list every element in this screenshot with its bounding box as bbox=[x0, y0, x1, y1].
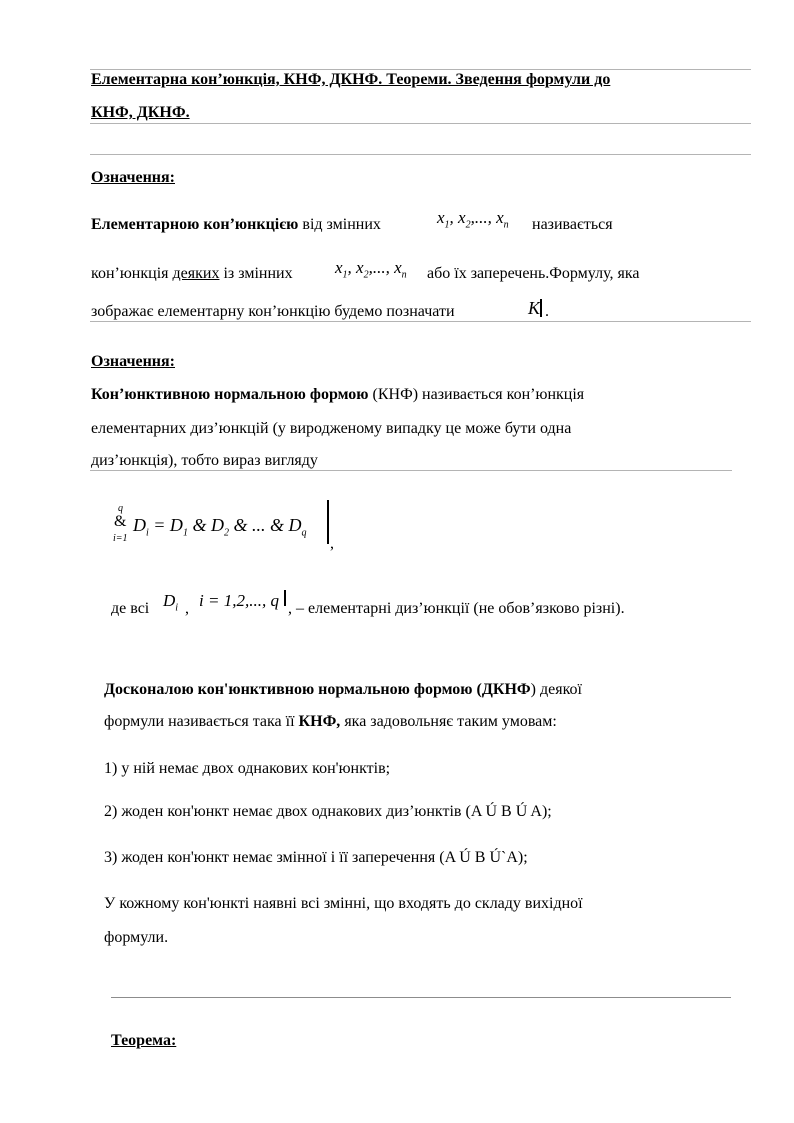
def1-top-rule bbox=[90, 154, 751, 155]
formula-cursor-bar bbox=[284, 590, 286, 606]
where-sep: , bbox=[185, 600, 189, 617]
def1-heading: Означення: bbox=[91, 169, 175, 186]
dknf-term: Досконалою кон'юнктивною нормальною формою (ДКНФ bbox=[104, 681, 531, 698]
def1-text: від змінних bbox=[298, 216, 381, 233]
formula-di: $D_i$ bbox=[163, 591, 179, 614]
theorem-rule bbox=[111, 997, 731, 998]
dknf-condition-4-line2: формули. bbox=[104, 929, 169, 946]
def1-text: називається bbox=[532, 216, 613, 233]
def1-text: кон’юнкція bbox=[91, 265, 173, 282]
def1-text: зображає елементарну кон’юнкцію будемо позначати bbox=[91, 303, 455, 320]
dknf-text: формули називається така її bbox=[104, 713, 299, 730]
page-title-line1: Елементарна кон’юнкція, КНФ, ДКНФ. Теореми. Зведення формули до bbox=[91, 71, 611, 88]
page-title-line2: КНФ, ДКНФ. bbox=[91, 104, 190, 121]
def2-line2: елементарних диз’юнкцій (у виродженому випадку це може бути одна bbox=[91, 420, 572, 437]
def2-line1 bbox=[91, 386, 584, 404]
dknf-text: ) деякої bbox=[530, 681, 582, 698]
def1-line1 bbox=[91, 216, 381, 234]
formula-comma: , bbox=[330, 535, 334, 552]
formula-cursor-bar bbox=[540, 299, 542, 317]
dknf-text: яка задовольняє таким умовам: bbox=[340, 713, 557, 730]
formula-knf: $D_i = D_1$ & $D_2$ & ... & $D_q$ bbox=[133, 515, 307, 539]
formula-k: K bbox=[528, 298, 541, 318]
def2-line3: диз’юнкція), тобто вираз вигляду bbox=[91, 452, 318, 469]
def1-underlined: деяких bbox=[172, 265, 220, 282]
def1-text: із змінних bbox=[219, 265, 293, 282]
def1-text: . bbox=[545, 303, 549, 320]
formula-and-operator: & bbox=[114, 513, 127, 530]
def1-text: або їх заперечень.Формулу, яка bbox=[427, 265, 640, 282]
dknf-line2 bbox=[104, 713, 557, 731]
formula-lower-limit: i=1 bbox=[113, 533, 128, 544]
def1-bottom-rule bbox=[90, 321, 751, 322]
dknf-condition-3: 3) жоден кон'юнкт немає змінної і її заперечення (A Ú B Ú`A); bbox=[104, 849, 528, 866]
def2-heading: Означення: bbox=[91, 353, 175, 370]
def2-term: Кон’юнктивною нормальною формою bbox=[91, 386, 369, 403]
theorem-heading: Теорема: bbox=[111, 1032, 177, 1049]
dknf-condition-1: 1) у ній немає двох однакових кон'юнктів; bbox=[104, 760, 391, 777]
dknf-knf: КНФ, bbox=[298, 713, 341, 730]
formula-upper-limit: q bbox=[118, 503, 123, 514]
formula-vars-1: $x_1$, $x_2$,..., $x_n$ bbox=[437, 208, 509, 231]
def2-text: (КНФ) називається кон’юнкція bbox=[368, 386, 585, 403]
dknf-line1 bbox=[104, 681, 582, 699]
dknf-condition-2: 2) жоден кон'юнкт немає двох однакових диз’юнктів (A Ú B Ú A); bbox=[104, 803, 552, 820]
def2-rule bbox=[90, 470, 732, 471]
formula-range: i = 1,2,..., q bbox=[199, 591, 279, 610]
dknf-condition-4-line1: У кожному кон'юнкті наявні всі змінні, що входять до складу вихідної bbox=[104, 895, 583, 912]
def1-term: Елементарною кон’юнкцією bbox=[91, 216, 299, 233]
formula-vars-2: $x_1$, $x_2$,..., $x_n$ bbox=[335, 258, 407, 281]
where-text: , – елементарні диз’юнкції (не обов’язково різні). bbox=[288, 600, 625, 617]
def1-line2 bbox=[91, 265, 293, 283]
where-text: де всі bbox=[111, 600, 150, 617]
title-top-rule bbox=[90, 69, 751, 70]
title-bottom-rule bbox=[90, 123, 751, 124]
formula-cursor-bar bbox=[327, 500, 329, 544]
